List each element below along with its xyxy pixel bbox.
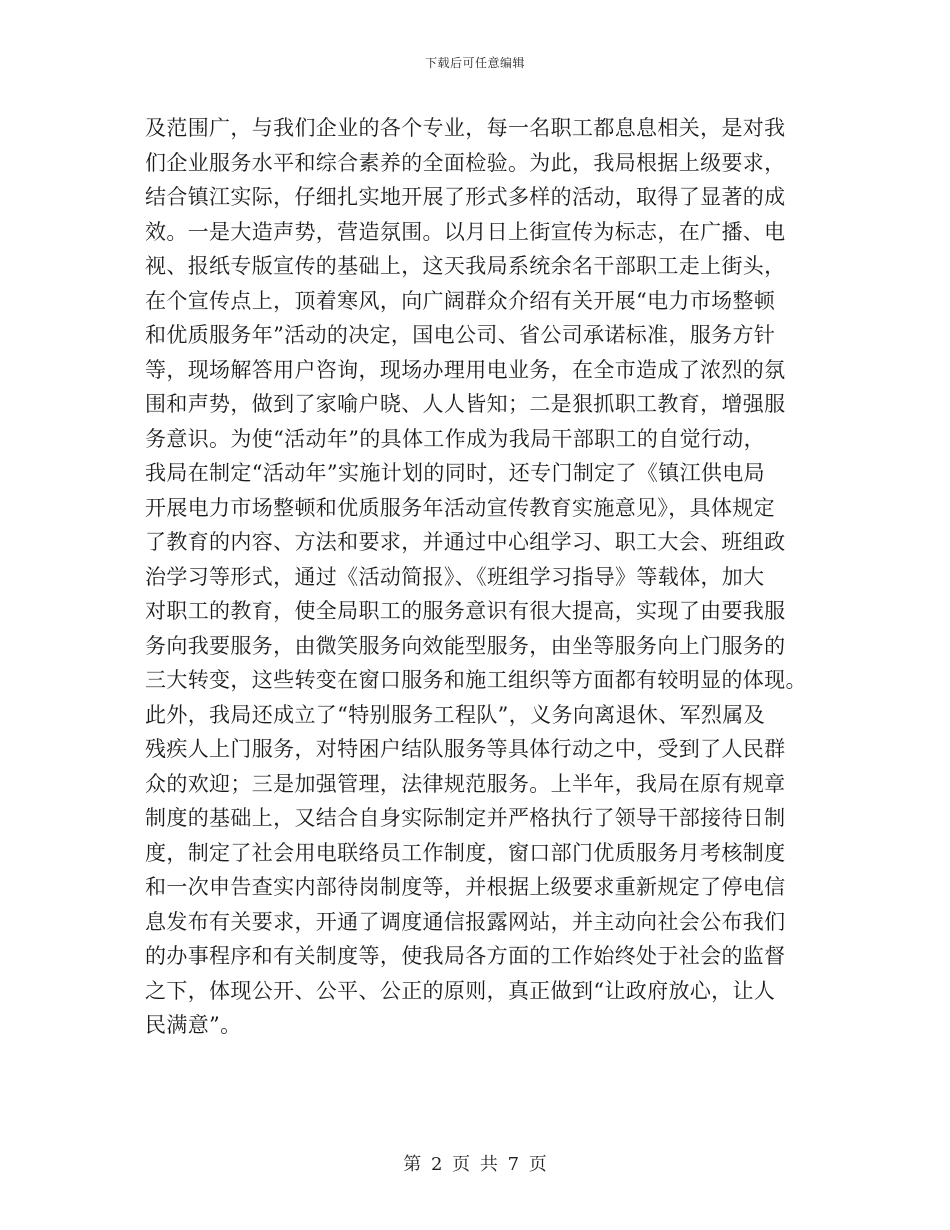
text-line: 结合镇江实际，仔细扎实地开展了形式多样的活动，取得了显著的成: [145, 185, 786, 209]
text-line: 务向我要服务，由微笑服务向效能型服务，由坐等服务向上门服务的: [145, 633, 786, 658]
text-line: 在个宣传点上，顶着寒风，向广阔群众介绍有关开展“电力市场整顿: [145, 288, 776, 313]
text-line: 我局在制定“活动年”实施计划的同时，还专门制定了《镇江供电局: [145, 461, 765, 485]
text-line: 围和声势，做到了家喻户晓、人人皆知；二是狠抓职工教育，增强服: [145, 392, 786, 416]
text-line: 度，制定了社会用电联络员工作制度，窗口部门优质服务月考核制度: [145, 840, 786, 865]
text-line: 民满意”。: [145, 1013, 242, 1037]
body-paragraph: [145, 111, 825, 1043]
text-line: 治学习等形式，通过《活动简报》、《班组学习指导》等载体，加大: [145, 564, 765, 589]
text-line: 和优质服务年”活动的决定，国电公司、省公司承诺标准，服务方针: [145, 323, 776, 347]
text-line: 和一次申告查实内部待岗制度等，并根据上级要求重新规定了停电信: [145, 875, 786, 899]
page-number: 第 2 页 共 7 页: [403, 1154, 547, 1175]
text-line: 对职工的教育，使全局职工的服务意识有很大提高，实现了由要我服: [145, 599, 786, 623]
text-line: 务意识。为使“活动年”的具体工作成为我局干部职工的自觉行动，: [145, 426, 765, 451]
text-line: 息发布有关要求，开通了调度通信报露网站，并主动向社会公布我们: [145, 909, 786, 934]
text-line: 制度的基础上，又结合自身实际制定并严格执行了领导干部接待日制: [145, 806, 786, 830]
text-line: 开展电力市场整顿和优质服务年活动宣传教育实施意见》，具体规定: [145, 495, 775, 520]
text-line: 的办事程序和有关制度等，使我局各方面的工作始终处于社会的监督: [145, 944, 786, 968]
text-line: 众的欢迎；三是加强管理，法律规范服务。上半年，我局在原有规章: [145, 771, 786, 796]
text-line: 此外，我局还成立了“特别服务工程队”，义务向离退休、军烈属及: [145, 702, 765, 727]
text-line: 视、报纸专版宣传的基础上，这天我局系统余名干部职工走上街头，: [145, 254, 786, 278]
text-line: 了教育的内容、方法和要求，并通过中心组学习、职工大会、班组政: [145, 530, 786, 554]
text-line: 残疾人上门服务，对特困户结队服务等具体行动之中，受到了人民群: [145, 737, 786, 761]
text-line: 们企业服务水平和综合素养的全面检验。为此，我局根据上级要求，: [145, 150, 786, 175]
header-note: 下载后可任意编辑: [424, 56, 525, 70]
text-line: 效。一是大造声势，营造氛围。以月日上街宣传为标志，在广播、电: [145, 219, 786, 244]
text-line: 及范围广，与我们企业的各个专业，每一名职工都息息相关，是对我: [145, 116, 786, 140]
text-line: 三大转变，这些转变在窗口服务和施工组织等方面都有较明显的体现。: [145, 668, 807, 692]
text-line: 之下，体现公开、公平、公正的原则，真正做到“让政府放心，让人: [145, 978, 776, 1003]
text-line: 等，现场解答用户咨询，现场办理用电业务，在全市造成了浓烈的氛: [145, 357, 786, 382]
